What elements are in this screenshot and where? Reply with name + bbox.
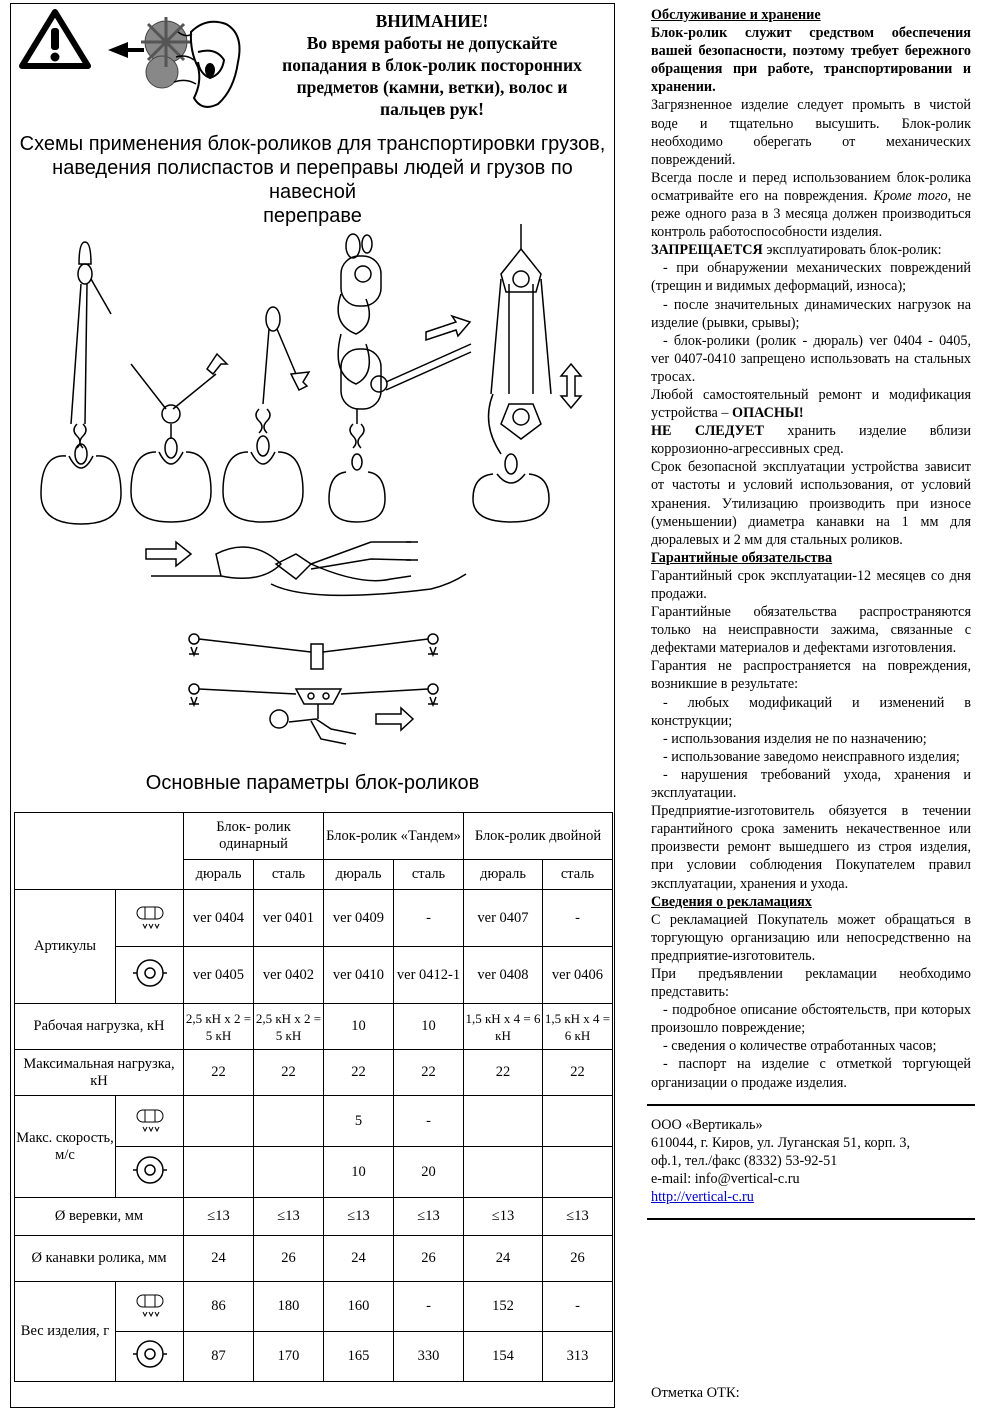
schemes-title	[11, 132, 614, 228]
cell: 152	[464, 1282, 543, 1332]
warning-line: пальцев рук!	[380, 99, 484, 119]
text-fragment: ОПАСНЫ!	[732, 405, 804, 422]
maintenance-paragraph	[651, 169, 971, 241]
cell: 22	[394, 1050, 464, 1096]
cell: ver 0401	[254, 890, 324, 947]
cell	[543, 1096, 613, 1147]
usage-diagrams	[11, 224, 614, 764]
cell: 22	[184, 1050, 254, 1096]
row-label-max-load: Максимальная нагрузка, кН	[15, 1050, 184, 1096]
schemes-line: наведения полиспастов и переправы людей и грузов по навесной	[52, 157, 573, 203]
warranty-paragraph: Гарантийные обязательства распространяются только на неисправности зажима, связанные с дефектами материалов и дефектами изготовления.	[651, 604, 971, 657]
warning-line: Во время работы не допускайте	[306, 33, 558, 53]
text-fragment: эксплуатировать блок-ролик:	[762, 242, 942, 259]
diagram-double-pulley-polyspast	[473, 224, 581, 522]
cell: 26	[543, 1236, 613, 1282]
front-pulley-icon	[116, 947, 184, 1004]
divider	[647, 1218, 975, 1220]
cell: 330	[394, 1332, 464, 1382]
material-header: сталь	[543, 860, 613, 890]
params-table	[14, 812, 613, 1382]
list-item: - сведения о количестве отработанных часов;	[663, 1038, 937, 1055]
list-item: - нарушения требований ухода, хранения и эксплуатации.	[651, 766, 971, 802]
material-header: сталь	[254, 860, 324, 890]
address-line: оф.1, тел./факс (8332) 53-92-51	[651, 1152, 838, 1169]
cell: -	[543, 1282, 613, 1332]
cell: -	[543, 890, 613, 947]
left-panel	[10, 3, 615, 1408]
material-header: дюраль	[184, 860, 254, 890]
list-item: - использование заведомо неисправного изделия;	[663, 748, 960, 765]
text-fragment: , не реже одного раза в 3 месяца должен производиться контроль работоспособности изделия.	[651, 187, 971, 241]
warning-title: ВНИМАНИЕ!	[375, 11, 489, 31]
row-label-rope: Ø веревки, мм	[15, 1198, 184, 1236]
website-link[interactable]: http://vertical-c.ru	[651, 1189, 754, 1205]
cell: 24	[464, 1236, 543, 1282]
maintenance-heading: Обслуживание и хранение	[651, 7, 821, 23]
warning-triangle-icon	[19, 8, 91, 70]
cell: -	[394, 890, 464, 947]
cell: 165	[324, 1332, 394, 1382]
cell: ≤13	[254, 1198, 324, 1236]
cell	[464, 1147, 543, 1198]
cell: 313	[543, 1332, 613, 1382]
list-item: - использования изделия не по назначению;	[663, 730, 927, 747]
cell: 26	[254, 1236, 324, 1282]
list-item: - любых модификаций и изменений в конструкции;	[651, 694, 971, 729]
claims-paragraph: При предъявлении рекламации необходимо представить:	[651, 965, 971, 1001]
email: e-mail: info@vertical-c.ru	[651, 1170, 800, 1187]
cell: 86	[184, 1282, 254, 1332]
cell: 87	[184, 1332, 254, 1382]
text-fragment: ЗАПРЕЩАЕТСЯ	[651, 242, 763, 259]
diagram-rope-traverse	[189, 634, 438, 744]
material-header: дюраль	[464, 860, 543, 890]
maintenance-paragraph: Загрязненное изделие следует промыть в чистой воде и тщательно высушить. Блок-ролик необходимо оберегать от механических повреждений.	[651, 97, 971, 168]
material-header: сталь	[394, 860, 464, 890]
diagram-pulley-top-carabiner	[223, 307, 309, 522]
diagram-horizontal-haul	[146, 542, 466, 595]
cell: 5	[324, 1096, 394, 1147]
row-label-work-load: Рабочая нагрузка, кН	[15, 1004, 184, 1050]
cell: 2,5 кН х 2 = 5 кН	[254, 1004, 324, 1050]
cell	[254, 1147, 324, 1198]
cell: ver 0407	[464, 890, 543, 947]
warranty-paragraph: Гарантийный срок эксплуатации-12 месяцев со дня продажи.	[651, 567, 971, 602]
cell	[184, 1147, 254, 1198]
cell: 1,5 кН х 4 = 6 кН	[464, 1004, 543, 1050]
cell: -	[394, 1282, 464, 1332]
cell: 22	[254, 1050, 324, 1096]
cell: 22	[464, 1050, 543, 1096]
cell: ver 0406	[543, 947, 613, 1004]
group-header: Блок-ролик двойной	[464, 813, 613, 860]
cell: 22	[543, 1050, 613, 1096]
cell: ver 0410	[324, 947, 394, 1004]
address-line: 610044, г. Киров, ул. Луганская 51, корп. 3,	[651, 1134, 911, 1151]
text-fragment: НЕ СЛЕДУЕТ	[651, 423, 765, 440]
list-item: - паспорт на изделие с отметкой торгующей организации о продаже изделия.	[651, 1056, 971, 1091]
cell	[464, 1096, 543, 1147]
warning-text	[257, 10, 607, 120]
list-item: - блок-ролики (ролик - дюраль) ver 0404 - 0405, ver 0407-0410 запрещено использовать на стальных тросах.	[651, 332, 971, 385]
row-label-weight: Вес изделия, г	[15, 1282, 116, 1382]
group-header: Блок- ролик одинарный	[184, 813, 324, 860]
cell: 22	[324, 1050, 394, 1096]
cell: 180	[254, 1282, 324, 1332]
cell: 10	[324, 1004, 394, 1050]
list-item: - после значительных динамических нагрузок на изделие (рывки, срывы);	[651, 296, 971, 331]
list-item: - подробное описание обстоятельств, при которых произошло повреждение;	[651, 1002, 971, 1037]
cell: ver 0412-1	[394, 947, 464, 1004]
cell: 1,5 кН х 4 = 6 кН	[543, 1004, 613, 1050]
warning-line: попадания в блок-ролик посторонних	[282, 55, 582, 75]
cell: ver 0408	[464, 947, 543, 1004]
otk-mark-label: Отметка ОТК:	[651, 1385, 740, 1401]
row-label-groove: Ø канавки ролика, мм	[15, 1236, 184, 1282]
cell: 10	[394, 1004, 464, 1050]
text-fragment: Кроме того	[873, 187, 948, 204]
right-column	[651, 6, 971, 1230]
text-fragment: Всегда после и перед использованием блок-ролика осматривайте его на повреждения.	[651, 169, 971, 204]
cell: 2,5 кН х 2 = 5 кН	[184, 1004, 254, 1050]
cell: ≤13	[184, 1198, 254, 1236]
row-label-articles: Артикулы	[15, 890, 116, 1004]
repair-paragraph	[651, 386, 971, 422]
contact-block	[651, 1116, 971, 1206]
claims-paragraph: С рекламацией Покупатель может обращаться в торгующую организацию или непосредственно на предприятие-изготовитель.	[651, 911, 971, 964]
group-header: Блок-ролик «Тандем»	[324, 813, 464, 860]
cell	[543, 1147, 613, 1198]
material-header: дюраль	[324, 860, 394, 890]
schemes-line: переправе	[263, 205, 362, 227]
divider	[647, 1104, 975, 1106]
text-fragment: Любой самостоятельный ремонт и модификация устройства –	[651, 386, 971, 422]
cell	[254, 1096, 324, 1147]
cell: 26	[394, 1236, 464, 1282]
side-pulley-icon	[116, 1282, 184, 1332]
cell	[184, 1096, 254, 1147]
cell: ≤13	[543, 1198, 613, 1236]
diagram-single-pulley-lift	[41, 242, 121, 524]
cell: 20	[394, 1147, 464, 1198]
cell: ver 0404	[184, 890, 254, 947]
forbid-paragraph	[651, 241, 971, 259]
table-corner	[15, 813, 184, 890]
lifetime-paragraph: Срок безопасной эксплуатации устройства зависит от частоты и условий использования, от условий хранения. Утилизацию производить при износе (уменьшении) диаметра канавки на 1 мм для дюралевых и 2 мм для стальных роликов.	[651, 459, 971, 548]
cell: ≤13	[464, 1198, 543, 1236]
maintenance-intro: Блок-ролик служит средством обеспечения вашей безопасности, поэтому требует бережного обращения при работе, транспортировании и хранении.	[651, 25, 971, 96]
cell: 10	[324, 1147, 394, 1198]
params-title: Основные параметры блок-роликов	[145, 772, 480, 794]
front-pulley-icon	[116, 1332, 184, 1382]
warranty-paragraph: Гарантия не распространяется на повреждения, возникшие в результате:	[651, 658, 971, 693]
diagram-tandem-pulley	[329, 234, 471, 522]
diagram-pulley-v-rope	[131, 354, 227, 522]
cell: ver 0402	[254, 947, 324, 1004]
cell: ≤13	[324, 1198, 394, 1236]
warranty-heading: Гарантийные обязательства	[651, 549, 833, 566]
claims-heading: Сведения о рекламациях	[651, 893, 812, 910]
row-label-speed: Макс. скорость, м/с	[15, 1096, 116, 1198]
storage-paragraph	[651, 422, 971, 458]
cell: ver 0409	[324, 890, 394, 947]
warning-line: предметов (камни, ветки), волос и	[296, 77, 568, 97]
front-pulley-icon	[116, 1147, 184, 1198]
warranty-paragraph: Предприятие-изготовитель обязуется в течении гарантийного срока заменить некачественное или произвести ремонт вышедшего из строя изделия, при условии соблюдения Покупателем правил эксплуатации, хранения и ухода.	[651, 803, 971, 892]
cell: 24	[324, 1236, 394, 1282]
side-pulley-icon	[116, 890, 184, 947]
cell: -	[394, 1096, 464, 1147]
text-fragment: хранить изделие вблизи коррозионно-агрессивных сред.	[651, 423, 972, 458]
schemes-line: Схемы применения блок-роликов для транспортировки грузов,	[19, 133, 606, 155]
cell: 24	[184, 1236, 254, 1282]
cell: ≤13	[394, 1198, 464, 1236]
cell: 160	[324, 1282, 394, 1332]
list-item: - при обнаружении механических повреждений (трещин и видимых деформаций, износа);	[651, 260, 971, 295]
side-pulley-icon	[116, 1096, 184, 1147]
cell: 170	[254, 1332, 324, 1382]
cell: ver 0405	[184, 947, 254, 1004]
cell: 154	[464, 1332, 543, 1382]
company-name: ООО «Вертикаль»	[651, 1116, 763, 1133]
gear-hair-warning-icon	[106, 12, 246, 117]
